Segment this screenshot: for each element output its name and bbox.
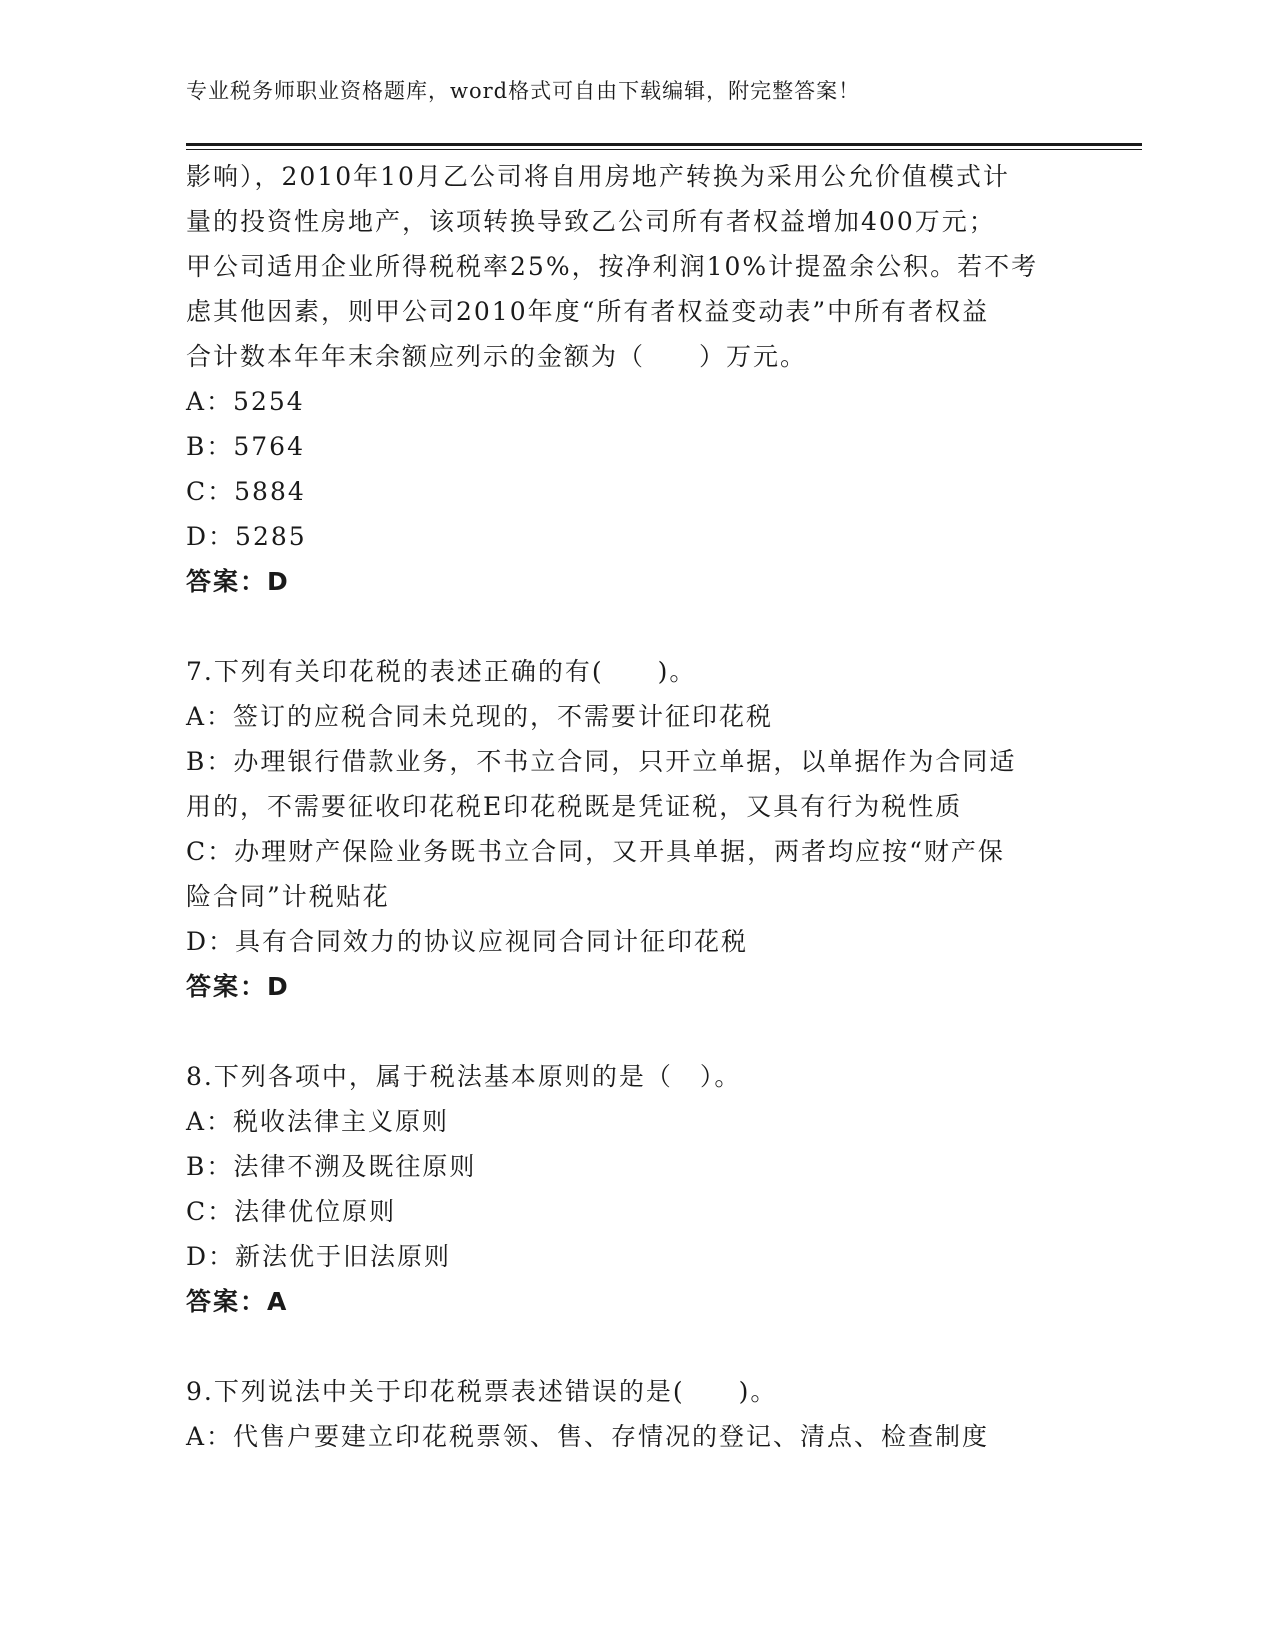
question-spacer — [186, 1009, 1086, 1054]
question-9 — [186, 1369, 1086, 1459]
question-stem-line: 甲公司适用企业所得税税率25%，按净利润10%计提盈余公积。若不考 — [186, 252, 1039, 281]
document-body — [186, 154, 1086, 1459]
question-8 — [186, 1054, 1086, 1324]
question-stem: 7.下列有关印花税的表述正确的有( )。 — [186, 657, 697, 686]
option-d: D：5285 — [186, 522, 307, 551]
option-a: A：5254 — [186, 387, 305, 416]
option-c-continued: 险合同”计税贴花 — [186, 882, 390, 911]
question-spacer — [186, 1324, 1086, 1369]
question-stem: 8.下列各项中，属于税法基本原则的是（ ）。 — [186, 1062, 742, 1091]
option-b: B：法律不溯及既往原则 — [186, 1152, 477, 1181]
header-rule-thin — [186, 149, 1142, 150]
option-a: A：代售户要建立印花税票领、售、存情况的登记、清点、检查制度 — [186, 1422, 990, 1451]
question-stem: 9.下列说法中关于印花税票表述错误的是( )。 — [186, 1377, 778, 1406]
option-a: A：签订的应税合同未兑现的，不需要计征印花税 — [186, 702, 774, 731]
question-stem-line: 量的投资性房地产，该项转换导致乙公司所有者权益增加400万元； — [186, 207, 996, 236]
answer-line: 答案：D — [186, 567, 290, 596]
option-c: C：法律优位原则 — [186, 1197, 397, 1226]
answer-line: 答案：D — [186, 972, 290, 1001]
option-c: C：办理财产保险业务既书立合同，又开具单据，两者均应按“财产保 — [186, 837, 1005, 866]
question-7 — [186, 649, 1086, 1009]
answer-line: 答案：A — [186, 1287, 289, 1316]
option-b: B：办理银行借款业务，不书立合同，只开立单据，以单据作为合同适 — [186, 747, 1017, 776]
question-spacer — [186, 604, 1086, 649]
option-d: D：具有合同效力的协议应视同合同计征印花税 — [186, 927, 749, 956]
question-stem-line: 影响），2010年10月乙公司将自用房地产转换为采用公允价值模式计 — [186, 162, 1010, 191]
option-c: C：5884 — [186, 477, 306, 506]
option-d: D：新法优于旧法原则 — [186, 1242, 452, 1271]
option-a: A：税收法律主义原则 — [186, 1107, 450, 1136]
question-stem-line: 虑其他因素，则甲公司2010年度“所有者权益变动表”中所有者权益 — [186, 297, 990, 326]
page-header: 专业税务师职业资格题库，word格式可自由下载编辑，附完整答案！ — [186, 79, 861, 103]
question-6 — [186, 154, 1086, 604]
option-b-continued: 用的，不需要征收印花税E印花税既是凭证税，又具有行为税性质 — [186, 792, 963, 821]
question-stem-line: 合计数本年年末余额应列示的金额为（ ）万元。 — [186, 342, 808, 371]
header-rule-thick — [186, 143, 1142, 146]
option-b: B：5764 — [186, 432, 305, 461]
